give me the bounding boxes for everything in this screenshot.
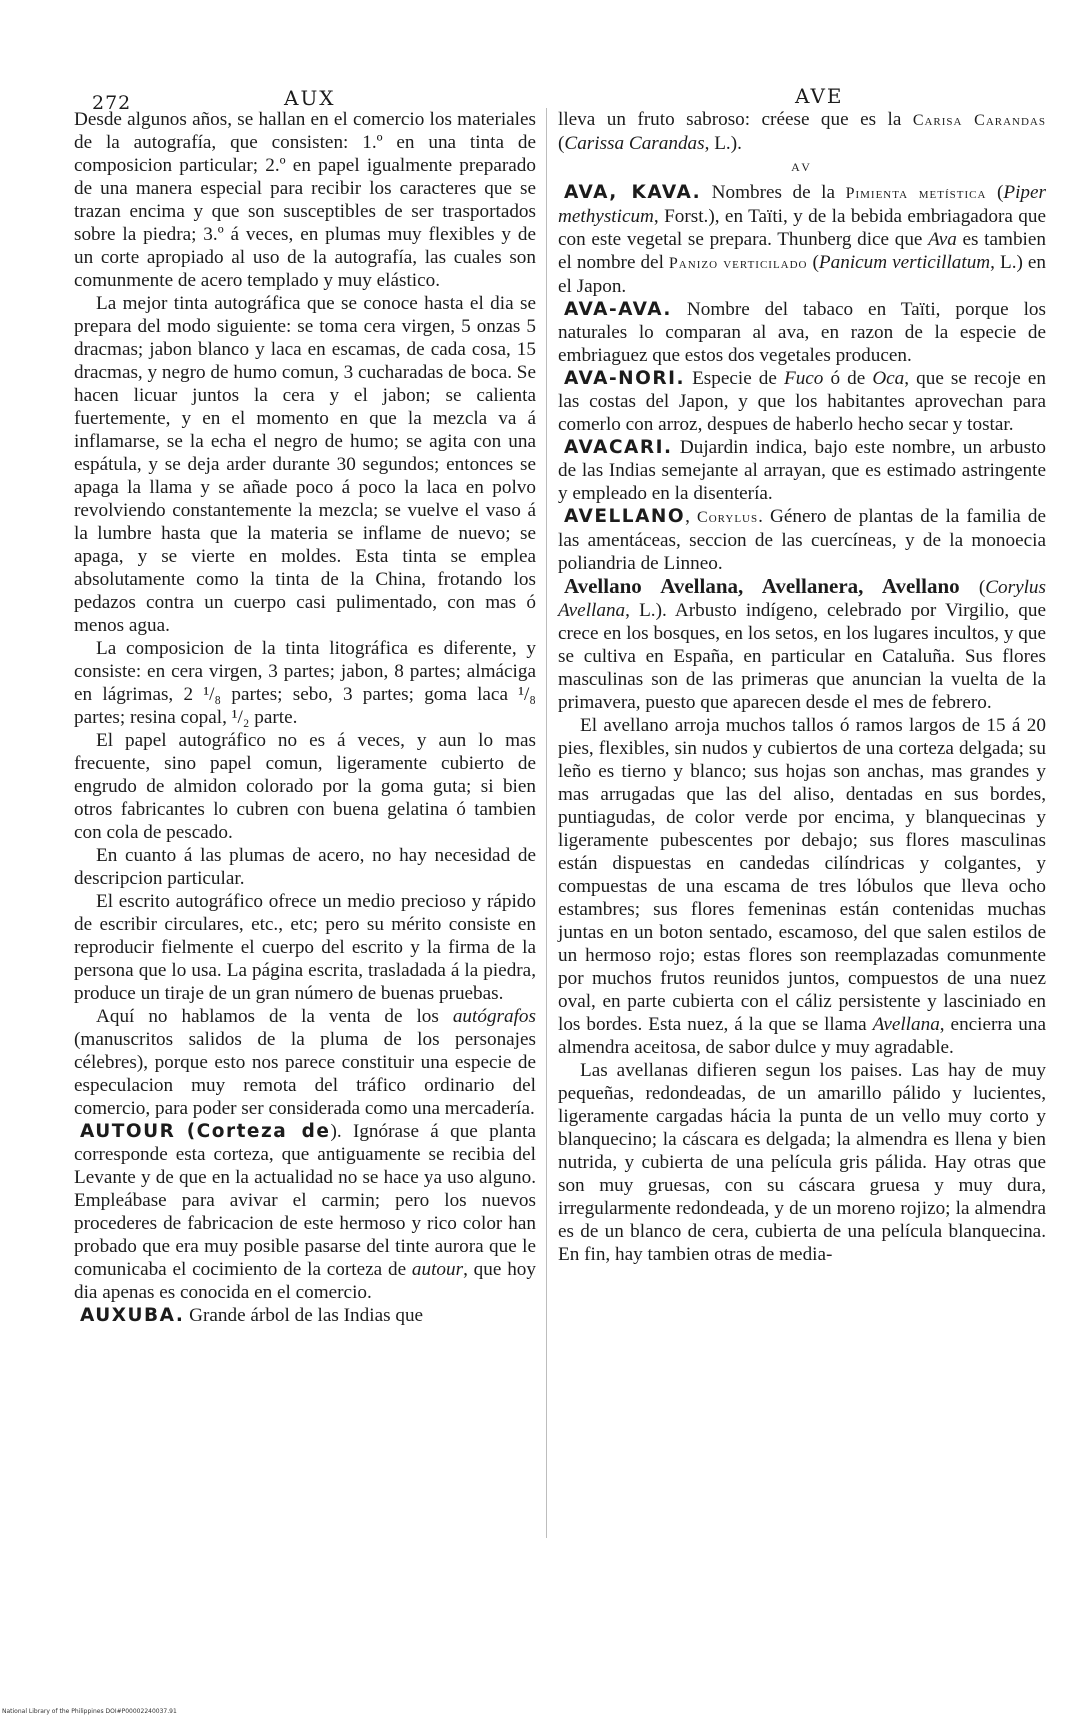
right-column: [558, 108, 1046, 1266]
headword-autour: AUTOUR: [80, 1121, 176, 1142]
entry-ava-kava: AVA, KAVA. Nombres de la Pimienta metística (Piper methysticum, Forst.), en Taïti, y de la bebida embriagadora que con este vegetal se prepara. Thunberg dice que Ava es tambien el nombre del Panizo verticilado (Panicum verticillatum, L.) en el Japon.: [558, 182, 1046, 297]
library-footer: National Library of the Philippines DOI#P00002240037.91: [2, 1708, 177, 1715]
headword-ava-nori: AVA-NORI.: [564, 368, 685, 389]
running-head-right: AVE: [795, 84, 844, 108]
entry-avacari: AVACARI. Dujardin indica, bajo este nombre, un arbusto de las Indias semejante al arrayan, que es estimado astringente y empleado en la disentería.: [558, 437, 1046, 504]
headword-ava-ava: AVA-AVA.: [564, 299, 672, 320]
headword-avellano-avellana: Avellano Avellana, Avellanera, Avellano: [564, 574, 960, 598]
entry-auxuba: AUXUBA. Grande árbol de las Indias que: [80, 1305, 424, 1326]
paragraph-avellano-arroja: El avellano arroja muchos tallos ó ramos largos de 15 á 20 pies, flexibles, sin nudos y cubiertos de una corteza delgada; su leño es tierno y blanco; sus hojas son anchas, mas grandes y mas arrugadas que las del aliso, dentadas en sus bordes, puntiagudas, de color verde por encima, y blanquecinas y ligeramente pubescentes por debajo; sus flores masculinas están dispuestas en candedas cilíndricas y colgantes, y compuestas de una escama de tres lóbulos que lleva ocho estambres; sus flores femeninas están contenidas muchas juntas en un boton sentado, escamoso, del que salen estilos de un hermoso rojo; estas flores son reemplazadas comunmente por muchos frutos reunidos juntos, compuestos de una nuez oval, en parte cubierta con el cáliz persistente y lasciniado en los bordes. Esta nuez, á la que se llama Avellana, encierra una almendra aceitosa, de sabor dulce y muy agradable.: [558, 715, 1046, 1058]
paragraph-autografia-intro: Desde algunos años, se hallan en el comercio los materiales de la autografía, que consisten: 1.º en una tinta de composicion particular; 2.º en papel igualmente preparado de una manera especial para recibir los caracteres que se trazan encima y que son susceptibles de ser trasportados sobre la piedra; 3.º á veces, en plumas muy flexibles y de un corte apropiado al uso de la autografía, las cuales son comunmente de acero templado y muy elástico.: [74, 109, 536, 291]
paragraph-auxuba-continued: lleva un fruto sabroso: créese que es la Carisa Carandas (Carissa Carandas, L.).: [558, 109, 1046, 154]
paragraph-autografos: Aquí no hablamos de la venta de los autógrafos (manuscritos salidos de la pluma de los personajes célebres), porque esto nos parece constituir una especie de especulacion muy remota del tráfico ordinario del comercio, para poder ser considerada como una mercadería.: [74, 1006, 536, 1119]
entry-ava-ava: AVA-AVA. Nombre del tabaco en Taïti, porque los naturales lo comparan al ava, en razon de la especie de embriaguez que estos dos vegetales producen.: [558, 299, 1046, 366]
page-number: 272: [92, 92, 132, 114]
entry-avellano-avellana: Avellano Avellana, Avellanera, Avellano (Corylus Avellana, L.). Arbusto indígeno, celebrado por Virgilio, que crece en los bosques, en los setos, en los lugares incultos, y que se cultiva en España, en particular en Cataluña. Sus flores masculinas son de las primeras que anuncian la vuelta de la primavera, puesto que aparecen desde el mes de febrero.: [558, 574, 1046, 713]
paragraph-tinta-litografica: La composicion de la tinta litográfica es diferente, y consiste: en cera virgen, 3 partes; jabon, 8 partes; almáciga en lágrimas, 2 ¹/₈ partes; sebo, 3 partes; goma laca ¹/₈ partes; resina copal, ¹/₂ parte.: [74, 638, 536, 728]
headword-avellano: AVELLANO: [564, 506, 686, 527]
headword-ava-kava: AVA, KAVA.: [564, 182, 702, 203]
section-heading-av: AV: [791, 160, 813, 174]
paragraph-plumas-acero: En cuanto á las plumas de acero, no hay necesidad de descripcion particular.: [74, 845, 536, 889]
paragraph-papel-autografico: El papel autográfico no es á veces, y aun lo mas frecuente, sino papel comun, ligeramente cubierto de engrudo de almidon colorado por la goma guta; si bien otros fabricantes lo cubren con buena gelatina ó tambien con cola de pescado.: [74, 730, 536, 843]
running-head-left: AUX: [284, 86, 336, 110]
headword-auxuba: AUXUBA.: [80, 1305, 185, 1326]
entry-avellano: AVELLANO, Corylus. Género de plantas de la familia de las amentáceas, seccion de las cuercíneas, y de la monoecia poliandria de Linneo.: [558, 506, 1046, 574]
paragraph-avellanas-difieren: Las avellanas difieren segun los paises. Las hay de muy pequeñas, redondeadas, de un amarillo pálido y lucientes, ligeramente cargadas hácia la punta de un vello muy corto y blanquecino; la cáscara es delgada; la almendra es llena y bien nutrida, y cubierta de una película gris pálida. Hay otras que son muy gruesas, con su cáscara gruesa y muy dura, irregularmente redondeada, y de un moreno rojizo; la almendra es de un blanco de cera, cubierta de una película blanquecina. En fin, hay tambien otras de media-: [558, 1060, 1046, 1265]
left-column: [74, 108, 536, 1327]
paragraph-escrito-autografico: El escrito autográfico ofrece un medio precioso y rápido de escribir circulares, etc., etc; pero su mérito consiste en reproducir fielmente el cuerpo del escrito y la firma de la persona que lo usa. La página escrita, trasladada á la piedra, produce un tiraje de un gran número de buenas pruebas.: [74, 891, 536, 1004]
column-divider: [546, 108, 547, 1538]
headword-avacari: AVACARI.: [564, 437, 673, 458]
entry-autour: AUTOUR (Corteza de). Ignórase á que planta corresponde esta corteza, que antiguamente se recibia del Levante y de que en la actualidad no se hace ya uso alguno. Empleábase para avivar el carmin; pero los nuevos procederes de fabricacion de este hermoso y rico color han probado que era muy posible pasarse del tinte aurora que le comunicaba el cocimiento de la corteza de autour, que hoy dia apenas es conocida en el comercio.: [74, 1121, 536, 1303]
paragraph-tinta-autografica: La mejor tinta autográfica que se conoce hasta el dia se prepara del modo siguiente: se toma cera virgen, 5 onzas 5 dracmas; jabon blanco y laca en escamas, de cada cosa, 15 dracmas, y negro de humo comun, 3 cucharadas de boca. Se hacen licuar juntos la cera y el jabon; se calienta fuertemente, y en el momento en que la mezcla va á inflamarse, se la echa el negro de humo; se agita con una espátula, y se deja arder durante 30 segundos; entonces se apaga la llama y se añade poco á poco la laca en polvo revolviendo constantemente la mezcla; se vuelve el vaso á la lumbre hasta que la materia se inflame de nuevo; se apaga, y se vierte en moldes. Esta tinta se emplea absolutamente como la tinta de la China, frotando los pedazos contra un cuerpo casi pulimentado, con mas ó menos agua.: [74, 293, 536, 636]
entry-ava-nori: AVA-NORI. Especie de Fuco ó de Oca, que se recoje en las costas del Japon, y que los habitantes aprovechan para comerlo con arroz, despues de haberlo hecho secar y tostar.: [558, 368, 1046, 435]
